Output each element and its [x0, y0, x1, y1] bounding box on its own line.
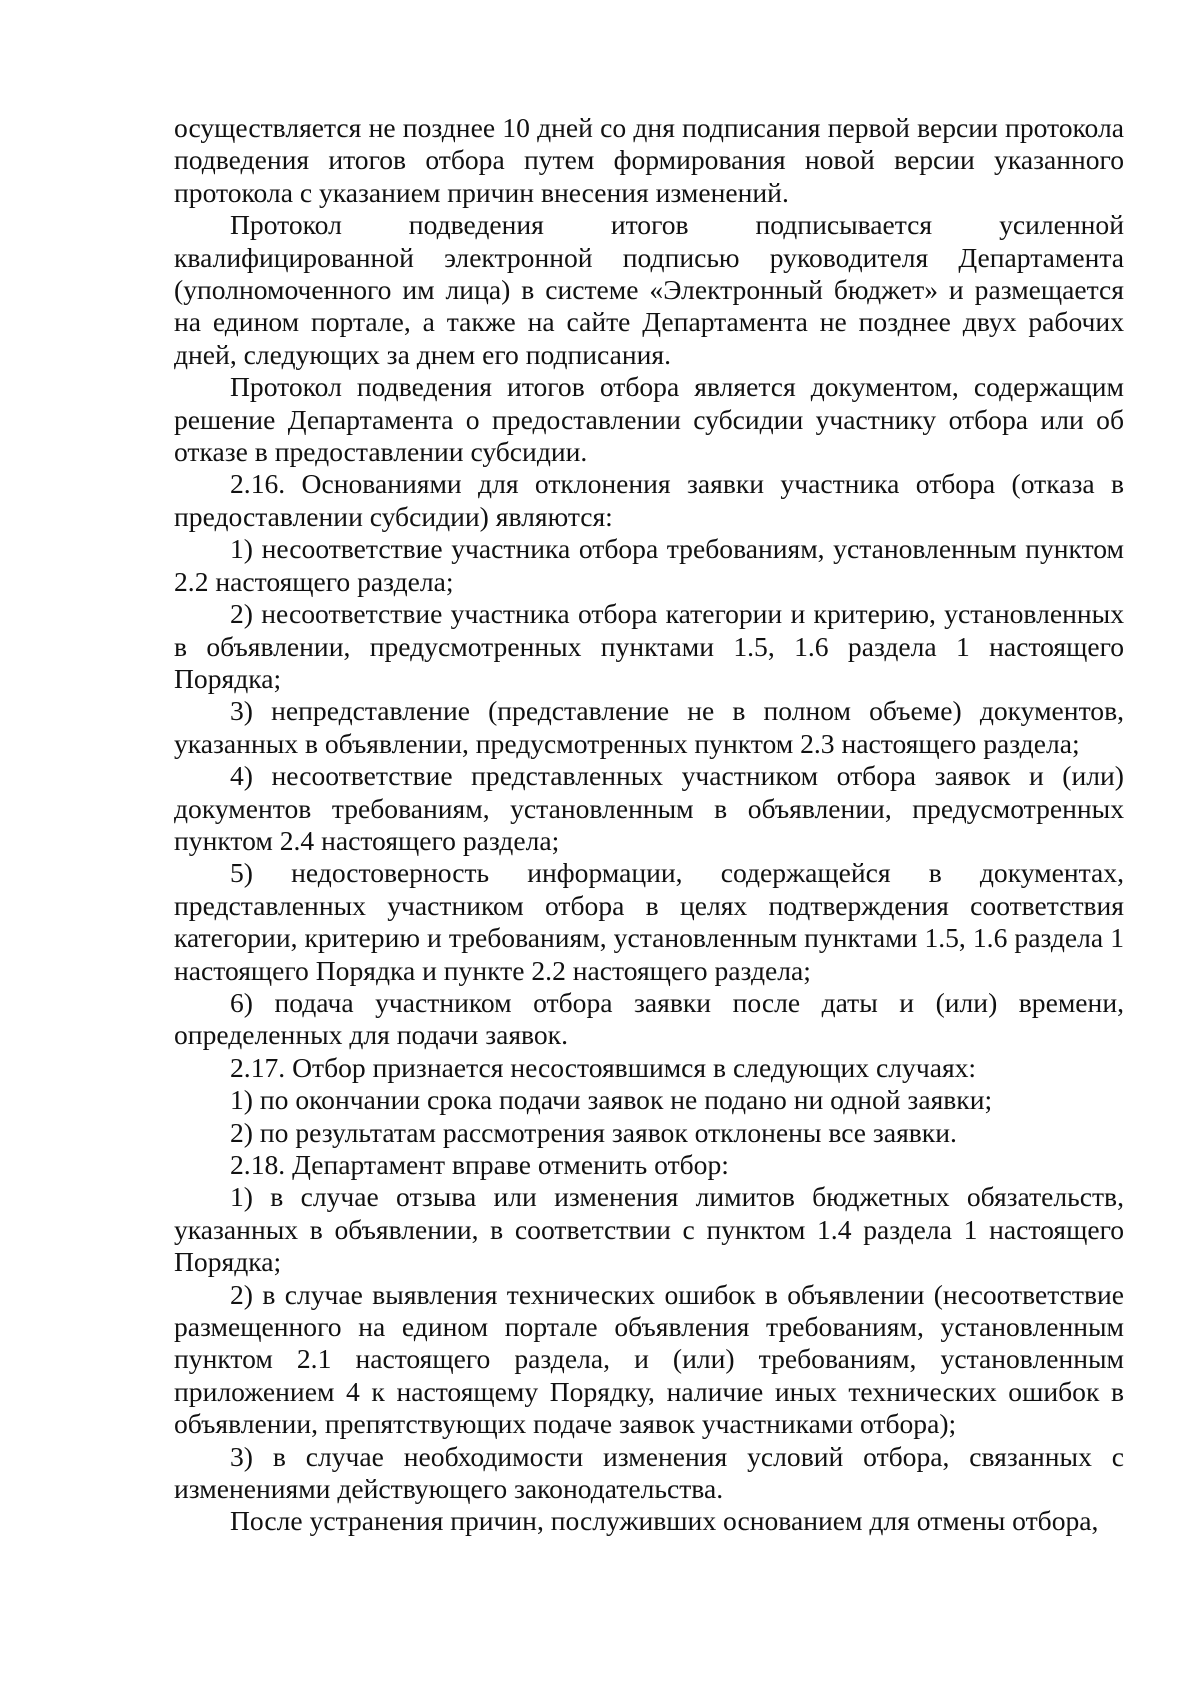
paragraph-9: 5) недостоверность информации, содержащейся в документах, представленных участником отбора в целях подтверждения соответствия категории, критерию и требованиям, установленным пунктами 1.5, 1.6 раздела 1 настоящего Порядка и пункте 2.2 настоящего раздела;: [174, 857, 1124, 986]
paragraph-7: 3) непредставление (представление не в полном объеме) документов, указанных в объявлении, предусмотренных пунктом 2.3 настоящего раздела;: [174, 695, 1124, 759]
paragraph-3: Протокол подведения итогов отбора является документом, содержащим решение Департамента о предоставлении субсидии участнику отбора или об отказе в предоставлении субсидии.: [174, 371, 1124, 468]
paragraph-2: Протокол подведения итогов подписывается усиленной квалифицированной электронной подписью руководителя Департамента (уполномоченного им лица) в системе «Электронный бюджет» и размещается на едином портале, а также на сайте Департамента не позднее двух рабочих дней, следующих за днем его подписания.: [174, 209, 1124, 370]
paragraph-4: 2.16. Основаниями для отклонения заявки участника отбора (отказа в предоставлении субсидии) являются:: [174, 468, 1124, 532]
paragraph-10: 6) подача участником отбора заявки после даты и (или) времени, определенных для подачи заявок.: [174, 986, 1124, 1051]
paragraph-14: 2.18. Департамент вправе отменить отбор:: [230, 1149, 729, 1180]
document-page: [174, 112, 1124, 1538]
paragraph-16: 2) в случае выявления технических ошибок в объявлении (несоответствие размещенного на едином портале объявления требованиям, установленным пунктом 2.1 настоящего раздела, и (или) требованиям, установленным приложением 4 к настоящему Порядку, наличие иных технических ошибок в объявлении, препятствующих подаче заявок участниками отбора);: [174, 1278, 1124, 1440]
paragraph-6: 2) несоответствие участника отбора категории и критерию, установленных в объявлении, предусмотренных пунктами 1.5, 1.6 раздела 1 настоящего Порядка;: [174, 598, 1124, 694]
paragraph-17: 3) в случае необходимости изменения условий отбора, связанных с изменениями действующего законодательства.: [174, 1440, 1124, 1505]
paragraph-11: 2.17. Отбор признается несостоявшимся в следующих случаях:: [230, 1051, 977, 1083]
paragraph-18: После устранения причин, послуживших основанием для отмены отбора,: [230, 1505, 1099, 1537]
paragraph-13: 2) по результатам рассмотрения заявок отклонены все заявки.: [230, 1116, 957, 1148]
paragraph-8: 4) несоответствие представленных участником отбора заявок и (или) документов требованиям, установленным в объявлении, предусмотренных пунктом 2.4 настоящего раздела;: [174, 760, 1124, 856]
paragraph-5: 1) несоответствие участника отбора требованиям, установленным пунктом 2.2 настоящего раздела;: [174, 533, 1124, 597]
paragraph-15: 1) в случае отзыва или изменения лимитов бюджетных обязательств, указанных в объявлении, в соответствии с пунктом 1.4 раздела 1 настоящего Порядка;: [174, 1181, 1124, 1278]
paragraph-1: осуществляется не позднее 10 дней со дня подписания первой версии протокола подведения итогов отбора путем формирования новой версии указанного протокола с указанием причин внесения изменений.: [174, 112, 1124, 208]
paragraph-12: 1) по окончании срока подачи заявок не подано ни одной заявки;: [230, 1084, 993, 1116]
